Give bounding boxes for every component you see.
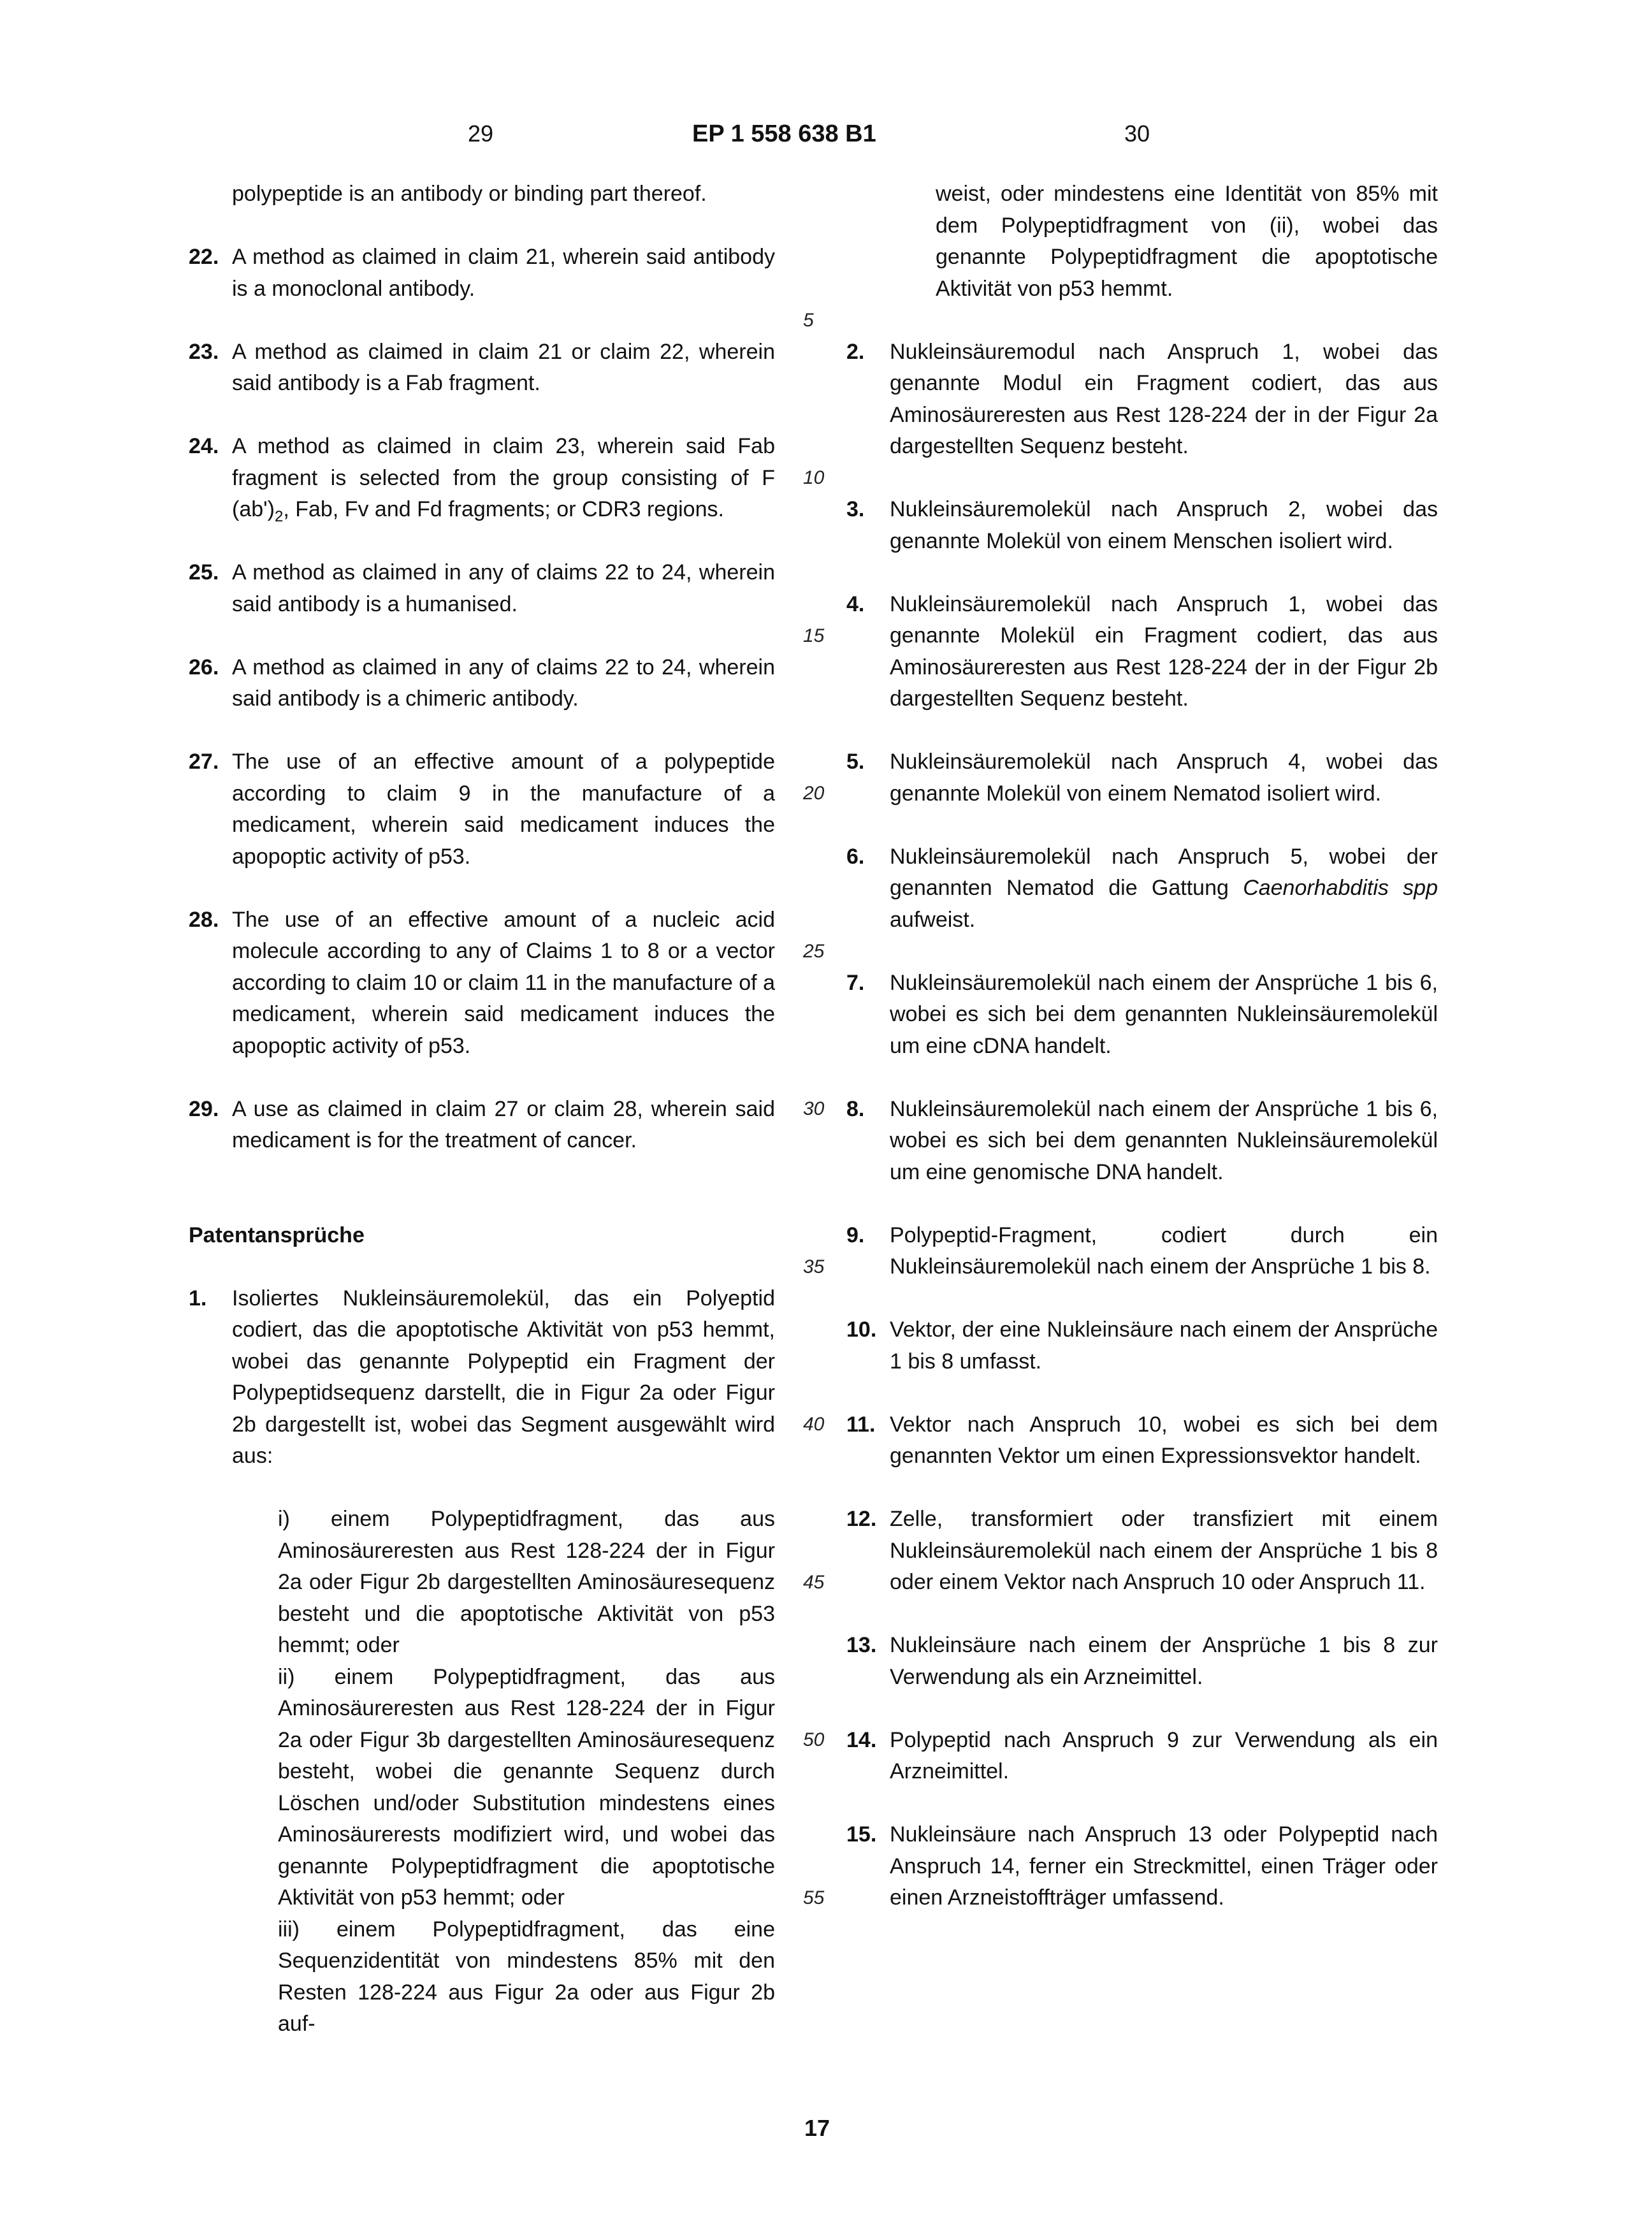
claim-number: 28. [189, 907, 219, 932]
claim-number: 12. [846, 1507, 877, 1531]
claim-number: 6. [846, 844, 865, 869]
line-number: 5 [803, 310, 814, 331]
claim-number: 24. [189, 434, 219, 458]
line-number: 20 [803, 783, 825, 804]
claim-10 [846, 1314, 1438, 1377]
line-number: 30 [803, 1098, 825, 1119]
claim-continuation: polypeptide is an antibody or binding part thereof. [232, 182, 707, 206]
claim-2 [846, 337, 1438, 463]
claim-text-part: aufweist. [890, 907, 976, 932]
claim-23 [189, 337, 775, 400]
claim-text: Nukleinsäure nach einem der Ansprüche 1 bis 8 zur Verwendung als ein Arzneimittel. [890, 1633, 1438, 1689]
claim-1 [189, 1283, 775, 1472]
claim-1-option-iii: iii) einem Polypeptidfragment, das eine Sequenzidentität von mindestens 85% mit den Resten 128-224 aus Figur 2a oder aus Figur 2b auf- [278, 1917, 775, 2036]
left-column [189, 178, 775, 2040]
line-number: 15 [803, 625, 825, 646]
claim-number: 22. [189, 245, 219, 269]
line-number: 50 [803, 1729, 825, 1750]
claim-continuation: weist, oder mindestens eine Identität von 85% mit dem Polypeptidfragment von (ii), wobei das genannte Polypeptidfragment die apoptotische Aktivität von p53 hemmt. [936, 182, 1438, 301]
claim-text: A use as claimed in claim 27 or claim 28, wherein said medicament is for the treatment of cancer. [232, 1096, 775, 1152]
claim-text: Nukleinsäuremodul nach Anspruch 1, wobei das genannte Modul ein Fragment codiert, das aus Aminosäureresten aus Rest 128-224 der in der Figur 2a dargestellten Sequenz besteht. [890, 339, 1438, 458]
claim-text: Nukleinsäuremolekül nach Anspruch 2, wobei das genannte Molekül von einem Menschen isoliert wird. [890, 497, 1438, 553]
claim-text: Nukleinsäuremolekül nach Anspruch 1, wobei das genannte Molekül ein Fragment codiert, das aus Aminosäureresten aus Rest 128-224 der in der Figur 2b dargestellten Sequenz besteht. [890, 592, 1438, 711]
claim-number: 7. [846, 970, 865, 995]
claim-8 [846, 1094, 1438, 1189]
line-number: 45 [803, 1572, 825, 1593]
claim-15 [846, 1819, 1438, 1914]
page-number-right: 30 [1124, 120, 1150, 147]
claim-text: A method as claimed in any of claims 22 to 24, wherein said antibody is a chimeric antibody. [232, 655, 775, 711]
claim-text: Vektor, der eine Nukleinsäure nach einem der Ansprüche 1 bis 8 umfasst. [890, 1318, 1438, 1374]
claim-29 [189, 1094, 775, 1157]
claim-number: 27. [189, 750, 219, 774]
claim-number: 2. [846, 339, 865, 364]
claim-number: 13. [846, 1633, 877, 1657]
claim-4 [846, 589, 1438, 715]
claim-text-part: A method as claimed in claim 23, wherein said Fab fragment is selected from the group consisting of F (ab') [232, 434, 775, 521]
genus-name: Caenorhabditis spp [1243, 876, 1438, 900]
page-header [0, 119, 1652, 157]
claim-number: 10. [846, 1318, 877, 1342]
claim-text: The use of an effective amount of a nucleic acid molecule according to any of Claims 1 to 8 or a vector according to claim 10 or claim 11 in the manufacture of a medicament, wherein said medicament induces the apopoptic activity of p53. [232, 907, 775, 1058]
claim-3 [846, 494, 1438, 557]
claim-27 [189, 746, 775, 873]
claim-text: A method as claimed in claim 21, wherein said antibody is a monoclonal antibody. [232, 245, 775, 301]
claim-11 [846, 1409, 1438, 1472]
line-number: 40 [803, 1414, 825, 1435]
claim-text-part: Nukleinsäuremolekül nach Anspruch 5, wobei der genannten Nematod die Gattung [890, 844, 1438, 900]
claim-6 [846, 841, 1438, 936]
page-footer-number: 17 [804, 2115, 830, 2141]
line-number: 10 [803, 467, 825, 488]
claim-text: Nukleinsäuremolekül nach Anspruch 4, wobei das genannte Molekül von einem Nematod isoliert wird. [890, 750, 1438, 806]
right-column [846, 178, 1438, 1914]
claim-12 [846, 1504, 1438, 1599]
claim-25 [189, 557, 775, 620]
claim-text: The use of an effective amount of a polypeptide according to claim 9 in the manufacture of a medicament, wherein said medicament induces the apopoptic activity of p53. [232, 750, 775, 869]
claim-number: 4. [846, 592, 865, 616]
claim-text: Nukleinsäure nach Anspruch 13 oder Polypeptid nach Anspruch 14, ferner ein Streckmittel, einen Träger oder einen Arzneistoffträger umfassend. [890, 1822, 1438, 1910]
claim-number: 25. [189, 560, 219, 584]
claim-number: 8. [846, 1096, 865, 1121]
claim-number: 1. [189, 1286, 207, 1310]
claim-number: 5. [846, 750, 865, 774]
claim-text [890, 845, 1438, 932]
claim-26 [189, 652, 775, 715]
claim-13 [846, 1630, 1438, 1693]
claim-text: Zelle, transformiert oder transfiziert mit einem Nukleinsäuremolekül nach einem der Ansprüche 1 bis 8 oder einem Vektor nach Anspruch 10 oder Anspruch 11. [890, 1507, 1438, 1594]
patent-number: EP 1 558 638 B1 [692, 120, 876, 147]
claim-24 [189, 431, 775, 526]
subscript: 2 [274, 507, 284, 525]
page-number-left: 29 [468, 120, 494, 147]
claim-1-option-ii: ii) einem Polypeptidfragment, das aus Aminosäureresten aus Rest 128-224 der in Figur 2a oder Figur 3b dargestellten Aminosäuresequenz besteht, wobei die genannte Sequenz durch Löschen und/oder Substitution mindestens eines Aminosäurerests modifiziert wird, und wobei das genannte Polypeptidfragment die apoptotische Aktivität von p53 hemmt; oder [278, 1664, 775, 1910]
claim-text: A method as claimed in any of claims 22 to 24, wherein said antibody is a humanised. [232, 560, 775, 616]
claim-number: 26. [189, 655, 219, 679]
claim-5 [846, 746, 1438, 809]
claim-text [232, 434, 775, 525]
claim-number: 3. [846, 497, 865, 521]
claim-number: 23. [189, 339, 219, 364]
claim-text: Polypeptid-Fragment, codiert durch ein Nukleinsäuremolekül nach einem der Ansprüche 1 bis 8. [890, 1223, 1438, 1279]
claim-7 [846, 968, 1438, 1063]
claim-text: Nukleinsäuremolekül nach einem der Ansprüche 1 bis 6, wobei es sich bei dem genannten Nukleinsäuremolekül um eine genomische DNA handelt. [890, 1096, 1438, 1184]
claim-text: Vektor nach Anspruch 10, wobei es sich bei dem genannten Vektor um einen Expressionsvektor handelt. [890, 1412, 1438, 1468]
claim-number: 14. [846, 1727, 877, 1752]
claim-text-part: , Fab, Fv and Fd fragments; or CDR3 regions. [283, 497, 724, 521]
claim-9 [846, 1220, 1438, 1283]
section-heading: Patentansprüche [189, 1223, 365, 1247]
line-number: 35 [803, 1256, 825, 1277]
claim-1-option-i: i) einem Polypeptidfragment, das aus Aminosäureresten aus Rest 128-224 der in Figur 2a oder Figur 2b dargestellten Aminosäuresequenz besteht und die apoptotische Aktivität von p53 hemmt; oder [278, 1507, 775, 1657]
claim-text: Isoliertes Nukleinsäuremolekül, das ein Polyeptid codiert, das die apoptotische Aktivität von p53 hemmt, wobei das genannte Polypeptid ein Fragment der Polypeptidsequenz darstellt, die in Figur 2a oder Figur 2b dargestellt ist, wobei das Segment ausgewählt wird aus: [232, 1286, 775, 1468]
line-number: 25 [803, 941, 825, 962]
claim-text: A method as claimed in claim 21 or claim 22, wherein said antibody is a Fab fragment. [232, 339, 775, 395]
claim-number: 15. [846, 1822, 877, 1847]
claim-number: 11. [846, 1412, 876, 1437]
claim-text: Polypeptid nach Anspruch 9 zur Verwendung als ein Arzneimittel. [890, 1727, 1438, 1783]
claim-28 [189, 904, 775, 1063]
claim-text: Nukleinsäuremolekül nach einem der Ansprüche 1 bis 6, wobei es sich bei dem genannten Nukleinsäuremolekül um eine cDNA handelt. [890, 970, 1438, 1058]
claim-number: 9. [846, 1223, 865, 1247]
claim-number: 29. [189, 1096, 219, 1121]
claim-14 [846, 1725, 1438, 1788]
line-number: 55 [803, 1887, 825, 1908]
claim-22 [189, 242, 775, 305]
